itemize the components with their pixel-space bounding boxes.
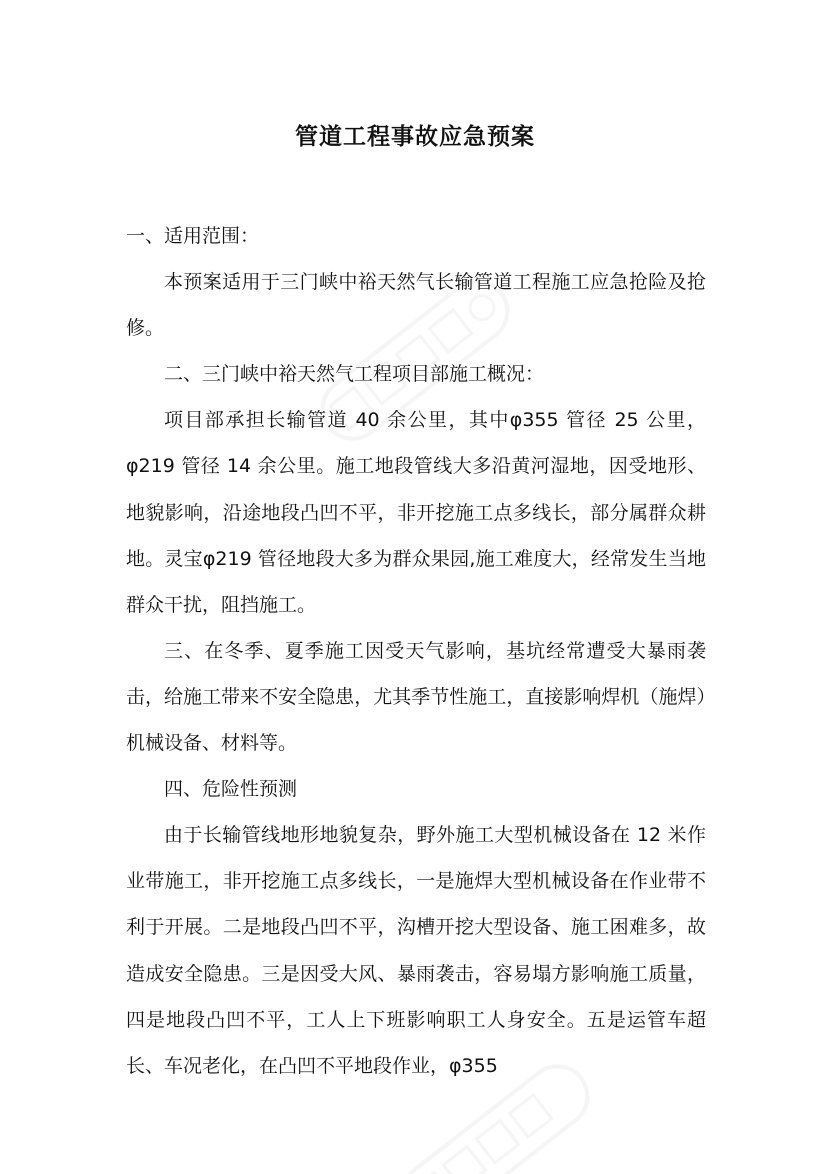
section-heading-scope: 一、适用范围： [126, 225, 260, 247]
paragraph-scope: 本预案适用于三门峡中裕天然气长输管道工程施工应急抢险及抢修。 [126, 271, 706, 340]
paragraph-risk: 由于长输管线地形地貌复杂，野外施工大型机械设备在 12 米作业带施工，非开挖施工点多线长，一是施焊大型机械设备在作业带不利于开展。二是地段凸凹不平，沟槽开挖大型设备、施工困难多，故造成安全隐患。三是因受大风、暴雨袭击，容易塌方影响施工质量，四是地段凸凹不平，工人上下班影响职工人身安全。五是运管车超长、车况老化，在凸凹不平地段作业，φ355 [126, 824, 706, 1077]
section-heading-overview: 二、三门峡中裕天然气工程项目部施工概况： [164, 363, 545, 386]
paragraph-overview: 项目部承担长输管道 40 余公里，其中φ355 管径 25 公里，φ219 管径 14 余公里。施工地段管线大多沿黄河湿地，因受地形、地貌影响，沿途地段凸凹不平，非开挖施工点多线长，部分属群众耕地。灵宝φ219 管径地段大多为群众果园,施工难度大，经常发生当地群众干扰，阻挡施工。 [126, 409, 706, 616]
paragraph-weather: 三、在冬季、夏季施工因受天气影响，基坑经常遭受大暴雨袭击，给施工带来不安全隐患，尤其季节性施工，直接影响焊机（施焊）机械设备、材料等。 [126, 639, 706, 755]
document-title: 管道工程事故应急预案 [295, 124, 535, 150]
document-body [126, 213, 706, 1089]
section-heading-risk: 四、危险性预测 [164, 778, 298, 801]
